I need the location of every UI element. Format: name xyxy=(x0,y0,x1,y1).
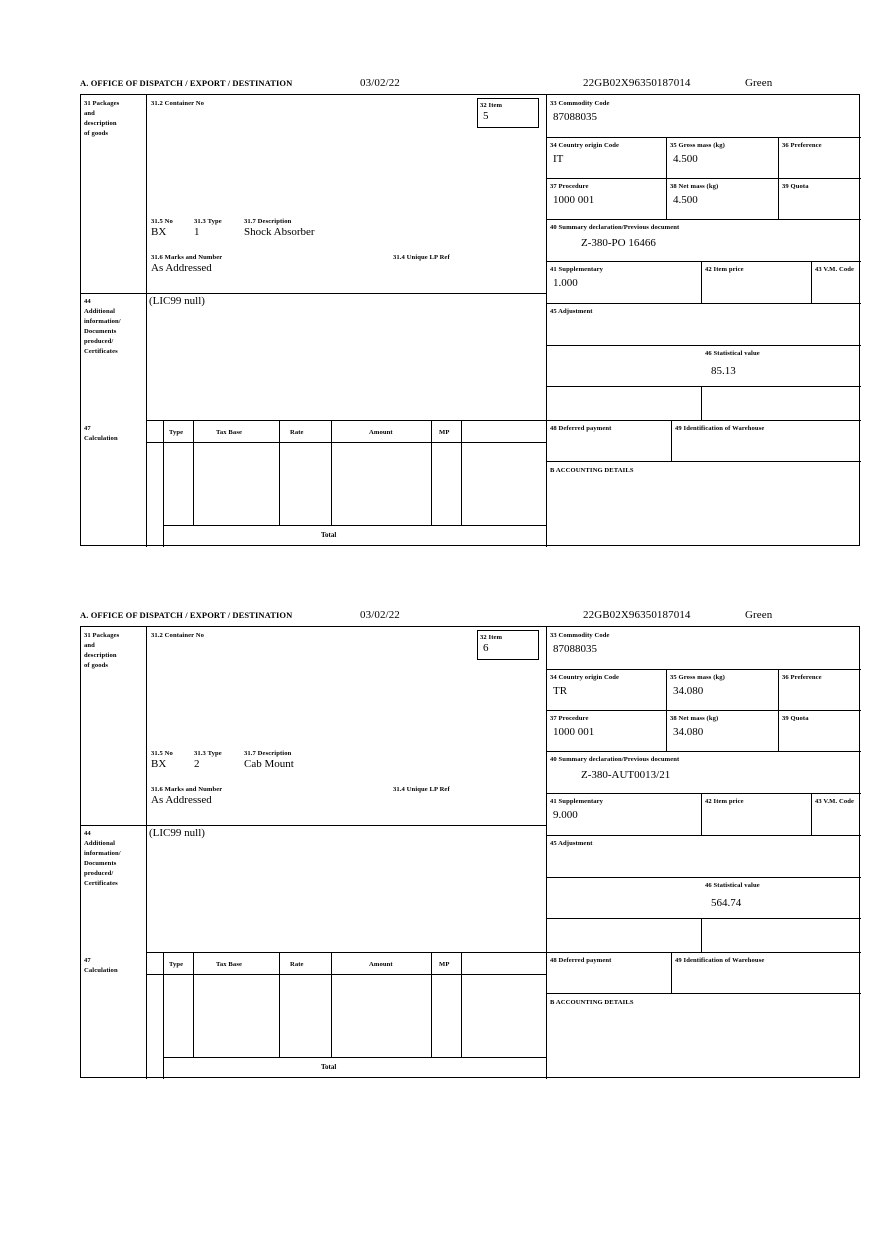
form-body xyxy=(80,94,860,546)
field-44-label-e: produced/ xyxy=(84,870,114,877)
col-type-label: Type xyxy=(169,429,184,436)
field-42-label: 42 Item price xyxy=(705,266,744,273)
field-31-label-d: of goods xyxy=(84,662,109,669)
field-40-label: 40 Summary declaration/Previous document xyxy=(550,224,680,231)
goods-description-value: Shock Absorber xyxy=(244,226,315,238)
field-44-label: 44 xyxy=(84,830,91,837)
declaration-date: 03/02/22 xyxy=(360,77,400,89)
field-44-label-f: Certificates xyxy=(84,348,118,355)
declaration-form-2 xyxy=(80,610,862,1078)
mrn-number: 22GB02X96350187014 xyxy=(583,77,691,89)
field-34-label: 34 Country origin Code xyxy=(550,674,620,681)
field-46-label: 46 Statistical value xyxy=(705,882,760,889)
field-41-label: 41 Supplementary xyxy=(550,798,604,805)
field-32-label: 32 Item xyxy=(480,634,503,641)
field-44-label-d: Documents xyxy=(84,860,117,867)
field-44-label-c: information/ xyxy=(84,318,121,325)
additional-information-value: (LIC99 null) xyxy=(149,827,205,839)
field-31-label: 31 Packages xyxy=(84,632,120,639)
field-b-label: B ACCOUNTING DETAILS xyxy=(550,467,634,474)
field-35-label: 35 Gross mass (kg) xyxy=(670,674,725,681)
field-48-label: 48 Deferred payment xyxy=(550,957,612,964)
form-header xyxy=(80,610,862,626)
field-39-label: 39 Quota xyxy=(782,183,809,190)
col-rate-label: Rate xyxy=(290,429,304,436)
field-49-label: 49 Identification of Warehouse xyxy=(675,425,765,432)
field-47-label: 47 xyxy=(84,425,91,432)
net-mass-value: 34.080 xyxy=(673,726,704,738)
marks-and-number-value: As Addressed xyxy=(151,794,212,806)
field-38-label: 38 Net mass (kg) xyxy=(670,183,719,190)
field-35-label: 35 Gross mass (kg) xyxy=(670,142,725,149)
gross-mass-value: 4.500 xyxy=(673,153,698,165)
field-37-label: 37 Procedure xyxy=(550,715,589,722)
statistical-value: 85.13 xyxy=(711,365,736,377)
field-31-7-label: 31.7 Description xyxy=(244,750,292,757)
commodity-code-value: 87088035 xyxy=(553,643,597,655)
procedure-value: 1000 001 xyxy=(553,726,595,738)
field-44-label-e: produced/ xyxy=(84,338,114,345)
field-31-label-b: and xyxy=(84,642,95,649)
item-number-box xyxy=(477,630,539,660)
field-31-5-label: 31.5 No xyxy=(151,218,173,225)
field-43-label: 43 V.M. Code xyxy=(815,798,855,805)
field-42-label: 42 Item price xyxy=(705,798,744,805)
field-31-label-d: of goods xyxy=(84,130,109,137)
field-33-label: 33 Commodity Code xyxy=(550,632,610,639)
commodity-code-value: 87088035 xyxy=(553,111,597,123)
col-amount-label: Amount xyxy=(369,429,393,436)
field-31-2-label: 31.2 Container No xyxy=(151,632,205,639)
field-31-4-label: 31.4 Unique LP Ref xyxy=(393,786,450,793)
field-31-label: 31 Packages xyxy=(84,100,120,107)
form-header xyxy=(80,78,862,94)
declaration-date: 03/02/22 xyxy=(360,609,400,621)
marks-and-number-value: As Addressed xyxy=(151,262,212,274)
mrn-number: 22GB02X96350187014 xyxy=(583,609,691,621)
field-47-label-b: Calculation xyxy=(84,435,118,442)
form-body xyxy=(80,626,860,1078)
field-45-label: 45 Adjustment xyxy=(550,840,593,847)
field-48-label: 48 Deferred payment xyxy=(550,425,612,432)
field-31-5-label: 31.5 No xyxy=(151,750,173,757)
col-taxbase-label: Tax Base xyxy=(216,429,243,436)
field-31-label-c: description xyxy=(84,120,117,127)
package-type-value: 1 xyxy=(194,226,200,238)
item-number-box xyxy=(477,98,539,128)
field-33-label: 33 Commodity Code xyxy=(550,100,610,107)
field-44-label: 44 xyxy=(84,298,91,305)
package-no-value: BX xyxy=(151,226,167,238)
office-of-dispatch-label: A. OFFICE OF DISPATCH / EXPORT / DESTINATION xyxy=(80,78,293,88)
col-mp-label: MP xyxy=(439,429,450,436)
field-40-label: 40 Summary declaration/Previous document xyxy=(550,756,680,763)
field-36-label: 36 Preference xyxy=(782,142,822,149)
country-origin-value: TR xyxy=(553,685,568,697)
item-number-value: 5 xyxy=(483,110,489,122)
field-47-label-b: Calculation xyxy=(84,967,118,974)
net-mass-value: 4.500 xyxy=(673,194,698,206)
col-mp-label: MP xyxy=(439,961,450,968)
field-32-label: 32 Item xyxy=(480,102,503,109)
country-origin-value: IT xyxy=(553,153,564,165)
procedure-value: 1000 001 xyxy=(553,194,595,206)
previous-document-value: Z-380-PO 16466 xyxy=(581,237,656,249)
package-type-value: 2 xyxy=(194,758,200,770)
supplementary-value: 1.000 xyxy=(553,277,578,289)
field-44-label-c: information/ xyxy=(84,850,121,857)
package-no-value: BX xyxy=(151,758,167,770)
declaration-form-1 xyxy=(80,78,862,546)
field-31-6-label: 31.6 Marks and Number xyxy=(151,786,223,793)
lane-status: Green xyxy=(745,609,773,621)
field-31-6-label: 31.6 Marks and Number xyxy=(151,254,223,261)
field-41-label: 41 Supplementary xyxy=(550,266,604,273)
field-31-label-b: and xyxy=(84,110,95,117)
lane-status: Green xyxy=(745,77,773,89)
col-amount-label: Amount xyxy=(369,961,393,968)
field-31-3-label: 31.3 Type xyxy=(194,218,222,225)
field-44-label-d: Documents xyxy=(84,328,117,335)
col-taxbase-label: Tax Base xyxy=(216,961,243,968)
field-46-label: 46 Statistical value xyxy=(705,350,760,357)
field-31-2-label: 31.2 Container No xyxy=(151,100,205,107)
field-37-label: 37 Procedure xyxy=(550,183,589,190)
total-label: Total xyxy=(321,1063,337,1071)
gross-mass-value: 34.080 xyxy=(673,685,704,697)
field-b-label: B ACCOUNTING DETAILS xyxy=(550,999,634,1006)
field-31-label-c: description xyxy=(84,652,117,659)
total-label: Total xyxy=(321,531,337,539)
field-36-label: 36 Preference xyxy=(782,674,822,681)
field-31-3-label: 31.3 Type xyxy=(194,750,222,757)
field-49-label: 49 Identification of Warehouse xyxy=(675,957,765,964)
goods-description-value: Cab Mount xyxy=(244,758,294,770)
field-44-label-f: Certificates xyxy=(84,880,118,887)
field-44-label-b: Additional xyxy=(84,840,116,847)
field-38-label: 38 Net mass (kg) xyxy=(670,715,719,722)
statistical-value: 564.74 xyxy=(711,897,742,909)
field-45-label: 45 Adjustment xyxy=(550,308,593,315)
col-rate-label: Rate xyxy=(290,961,304,968)
field-31-7-label: 31.7 Description xyxy=(244,218,292,225)
field-34-label: 34 Country origin Code xyxy=(550,142,620,149)
col-type-label: Type xyxy=(169,961,184,968)
office-of-dispatch-label: A. OFFICE OF DISPATCH / EXPORT / DESTINATION xyxy=(80,610,293,620)
supplementary-value: 9.000 xyxy=(553,809,578,821)
item-number-value: 6 xyxy=(483,642,489,654)
field-39-label: 39 Quota xyxy=(782,715,809,722)
field-43-label: 43 V.M. Code xyxy=(815,266,855,273)
previous-document-value: Z-380-AUT0013/21 xyxy=(581,769,671,781)
field-31-4-label: 31.4 Unique LP Ref xyxy=(393,254,450,261)
field-47-label: 47 xyxy=(84,957,91,964)
field-44-label-b: Additional xyxy=(84,308,116,315)
additional-information-value: (LIC99 null) xyxy=(149,295,205,307)
